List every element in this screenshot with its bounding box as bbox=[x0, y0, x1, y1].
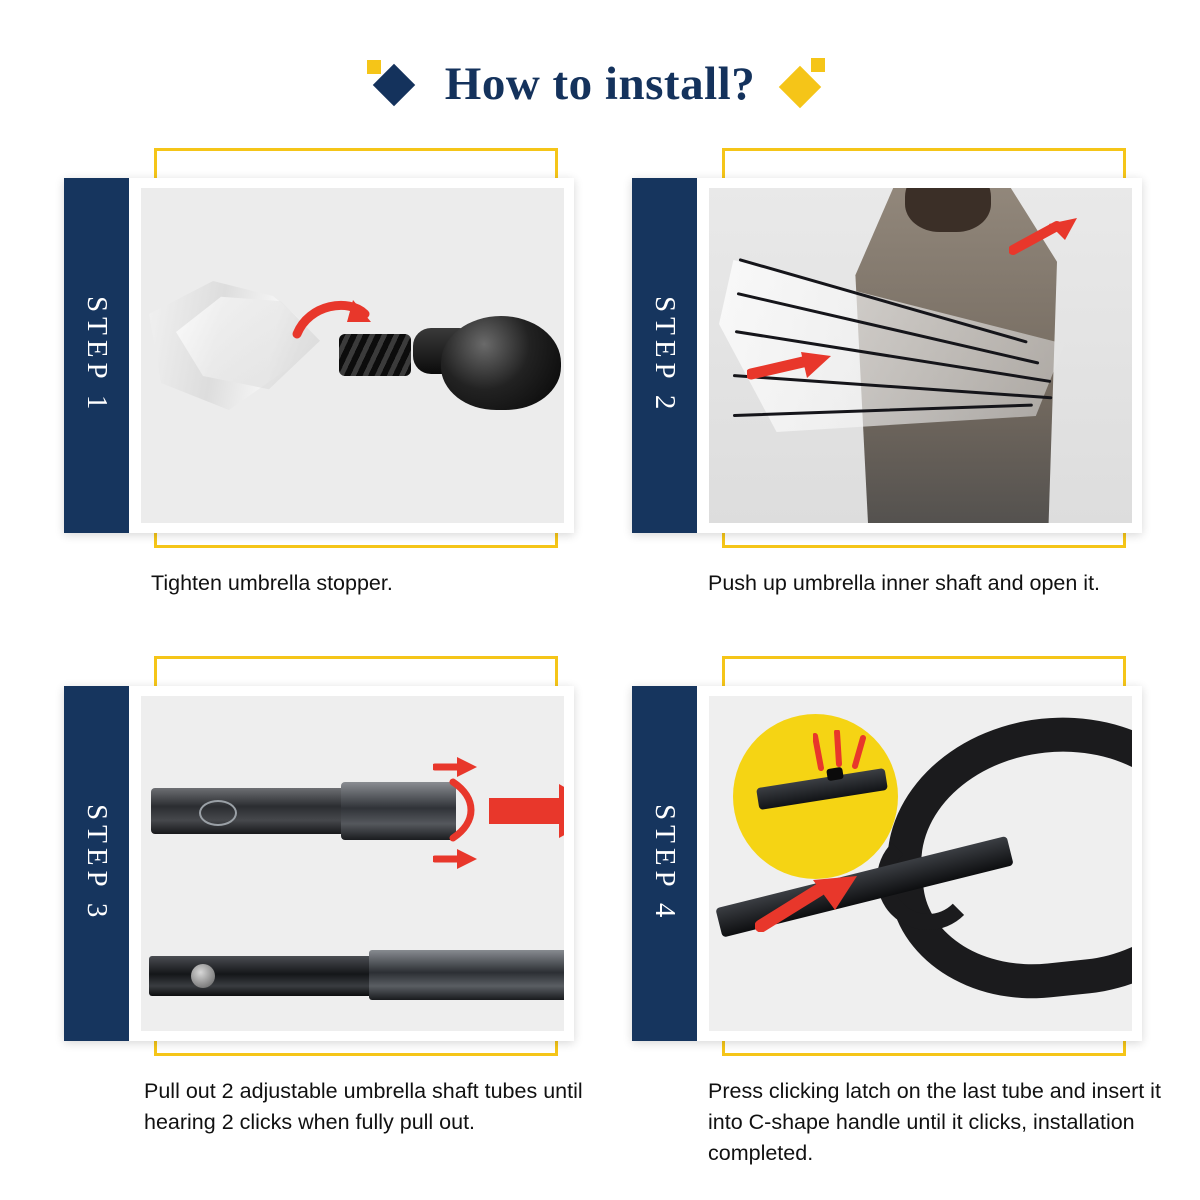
red-spark-icon bbox=[813, 730, 867, 772]
step-2-tab-label: STEP 2 bbox=[649, 296, 681, 415]
red-curved-arrow-icon bbox=[291, 294, 377, 346]
step-1-frame bbox=[36, 140, 596, 560]
page-header bbox=[0, 48, 1200, 120]
step-1-tab bbox=[64, 178, 129, 533]
step-1-caption: Tighten umbrella stopper. bbox=[151, 571, 393, 595]
step-3-tab bbox=[64, 686, 129, 1041]
shaft-tube-upper-outer bbox=[341, 782, 456, 840]
header-right-decoration bbox=[781, 58, 833, 110]
step-card-3 bbox=[36, 648, 596, 1134]
red-arrow-right-icon bbox=[747, 348, 833, 392]
red-arrow-right-icon bbox=[433, 846, 479, 872]
step-2-card bbox=[632, 178, 1142, 533]
step-3-image bbox=[141, 696, 564, 1031]
stopper-cap-shape bbox=[441, 316, 561, 410]
header-left-decoration bbox=[367, 58, 419, 110]
step-4-frame bbox=[604, 648, 1164, 1068]
step-2-frame bbox=[604, 140, 1164, 560]
step-2-image bbox=[709, 188, 1132, 523]
step-2-tab bbox=[632, 178, 697, 533]
shaft-tube-lower-outer bbox=[369, 950, 564, 1000]
step-4-image bbox=[709, 696, 1132, 1031]
gold-square-icon bbox=[367, 60, 381, 74]
red-arrow-up-right-icon bbox=[1009, 216, 1079, 256]
step-4-caption: Press clicking latch on the last tube and insert it into C-shape handle until it clicks, installation completed. bbox=[708, 1079, 1161, 1165]
person-head-shape bbox=[905, 188, 991, 232]
step-3-caption: Pull out 2 adjustable umbrella shaft tubes until hearing 2 clicks when fully pull out. bbox=[144, 1079, 583, 1134]
shaft-tube-lower-inner bbox=[149, 956, 379, 996]
red-big-arrow-right-icon bbox=[489, 780, 564, 842]
step-4-tab-label: STEP 4 bbox=[649, 804, 681, 923]
step-card-1 bbox=[36, 140, 596, 595]
step-3-tab-label: STEP 3 bbox=[81, 804, 113, 923]
tube-hole-marker bbox=[199, 800, 237, 826]
step-card-2 bbox=[604, 140, 1164, 595]
step-1-card bbox=[64, 178, 574, 533]
screw-icon bbox=[191, 964, 215, 988]
step-3-card bbox=[64, 686, 574, 1041]
step-1-tab-label: STEP 1 bbox=[81, 296, 113, 415]
step-1-image bbox=[141, 188, 564, 523]
step-4-card bbox=[632, 686, 1142, 1041]
step-2-caption: Push up umbrella inner shaft and open it. bbox=[708, 571, 1101, 595]
gold-diamond-icon bbox=[779, 66, 821, 108]
shaft-tube-upper-inner bbox=[151, 788, 351, 834]
page-title: How to install? bbox=[444, 58, 756, 110]
red-curved-arrow-icon bbox=[441, 774, 485, 846]
gold-square-icon bbox=[811, 58, 825, 72]
step-3-frame bbox=[36, 648, 596, 1068]
step-card-4 bbox=[604, 648, 1164, 1165]
step-4-tab bbox=[632, 686, 697, 1041]
red-arrow-up-right-icon bbox=[755, 874, 859, 932]
